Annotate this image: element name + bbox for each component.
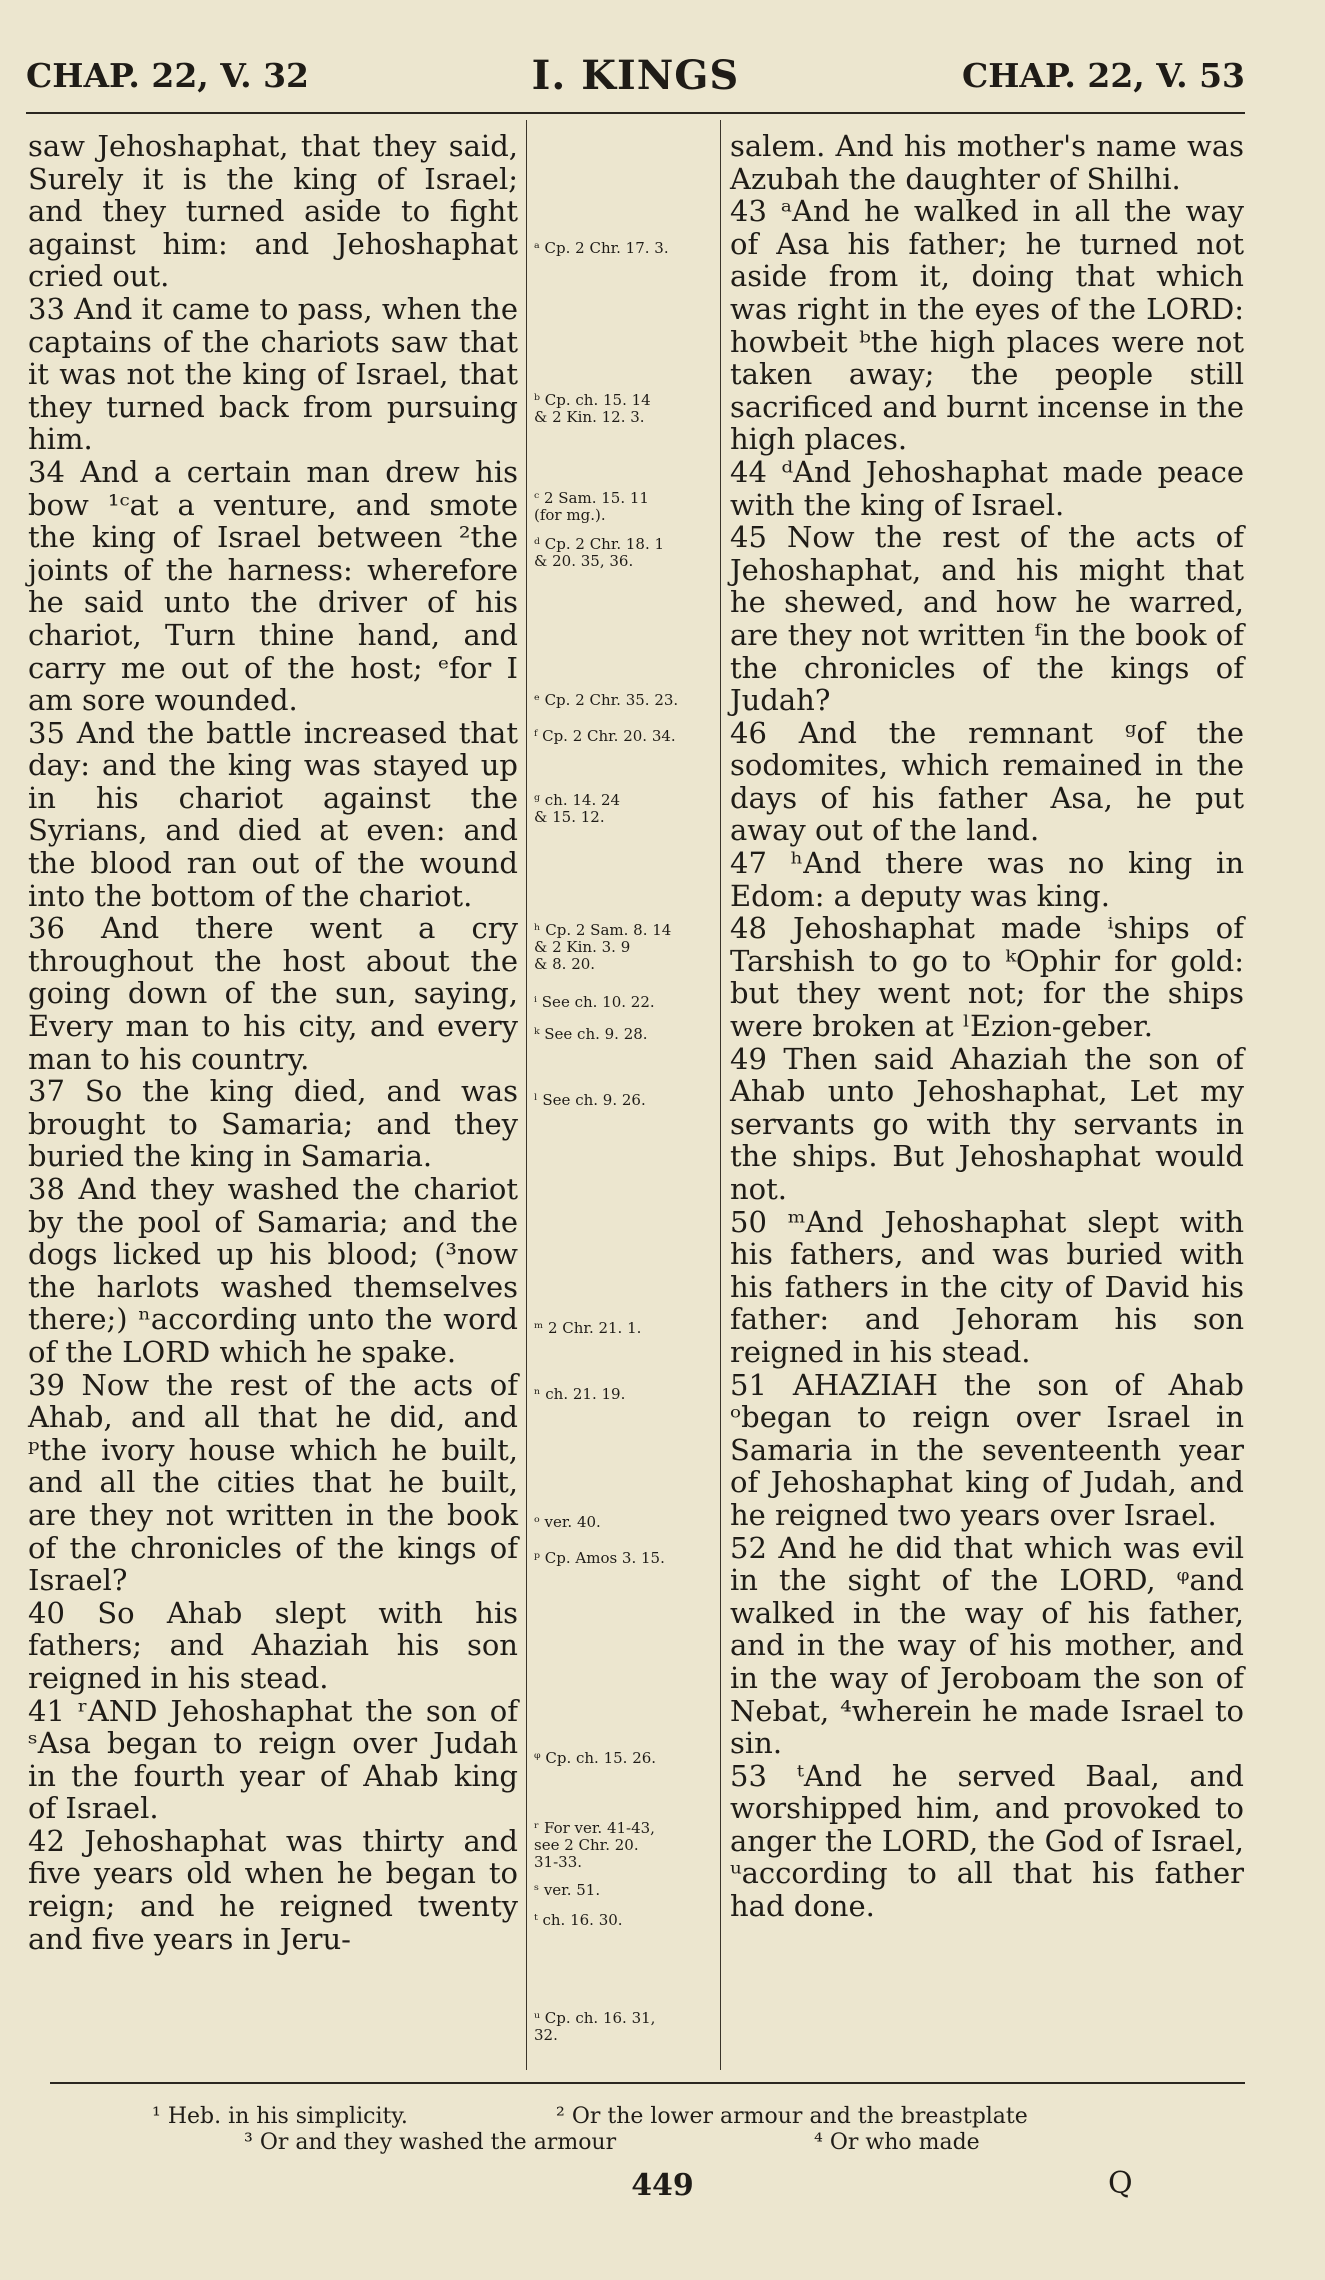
running-header: [26, 52, 1245, 106]
verse-paragraph: 46 And the remnant ᵍof the sodomites, which remained in the days of his father Asa, he put away out of the land.: [730, 715, 1244, 848]
cross-reference: ᵖ Cp. Amos 3. 15.: [534, 1549, 665, 1567]
verse-paragraph: salem. And his mother's name was Azubah the daughter of Shilhi.: [730, 129, 1244, 196]
cross-reference: ˢ ver. 51.: [534, 1881, 601, 1899]
footnote-4: ⁴ Or who made: [814, 2130, 980, 2155]
verse-paragraph: 52 And he did that which was evil in the sight of the LORD, ᵠand walked in the way of his father, and in the way of his mother, and in the way of Jeroboam the son of Nebat, ⁴wherein he made Israel to sin.: [730, 1530, 1244, 1761]
verse-paragraph: 41 ʳAND Jehoshaphat the son of ˢAsa began to reign over Judah in the fourth year of Ahab king of Israel.: [28, 1693, 518, 1826]
cross-reference: ᵈ Cp. 2 Chr. 18. 1 & 20. 35, 36.: [534, 535, 665, 570]
verse-paragraph: 34 And a certain man drew his bow ¹ᶜat a venture, and smote the king of Israel between ²the joints of the harness: wherefore he said unto the driver of his chariot, Turn thine hand, and carry me out of the host; ᵉfor I am sore wounded.: [28, 454, 518, 718]
cross-reference: ᶜ 2 Sam. 15. 11 (for mg.).: [534, 489, 649, 524]
verse-paragraph: 48 Jehoshaphat made ⁱships of Tarshish to go to ᵏOphir for gold: but they went not; for the ships were broken at ˡEzion-geber.: [730, 911, 1244, 1044]
cross-reference: ᵃ Cp. 2 Chr. 17. 3.: [534, 239, 669, 257]
cross-reference: ˡ See ch. 9. 26.: [534, 1091, 646, 1109]
center-reference-column: [530, 130, 716, 2080]
signature-mark: Q: [1108, 2166, 1133, 2201]
verse-paragraph: 50 ᵐAnd Jehoshaphat slept with his fathers, and was buried with his fathers in the city of David his father: and Jehoram his son reigned in his stead.: [730, 1204, 1244, 1369]
cross-reference: ᵗ ch. 16. 30.: [534, 1911, 623, 1929]
right-text-column: [730, 130, 1244, 1923]
header-rule: [26, 112, 1245, 114]
footnote-1: ¹ Heb. in his simplicity.: [152, 2104, 408, 2129]
verse-paragraph: 47 ʰAnd there was no king in Edom: a deputy was king.: [730, 846, 1244, 913]
cross-reference: ᵘ Cp. ch. 16. 31, 32.: [534, 2009, 656, 2044]
footnote-3: ³ Or and they washed the armour: [244, 2130, 617, 2155]
verse-paragraph: 33 And it came to pass, when the captains of the chariots saw that it was not the king of Israel, that they turned back from pursuing him.: [28, 291, 518, 457]
verse-paragraph: 44 ᵈAnd Jehoshaphat made peace with the king of Israel.: [730, 454, 1244, 522]
column-divider-left: [526, 120, 527, 2070]
verse-paragraph: 36 And there went a cry throughout the host about the going down of the sun, saying, Every man to his city, and every man to his country.: [28, 911, 518, 1076]
verse-paragraph: 35 And the battle increased that day: and the king was stayed up in his chariot against the Syrians, and died at even: and the blood ran out of the wound into the bottom of the chariot.: [28, 715, 518, 913]
cross-reference: ᵉ Cp. 2 Chr. 35. 23.: [534, 691, 679, 709]
cross-reference: ᵍ ch. 14. 24 & 15. 12.: [534, 791, 621, 826]
verse-paragraph: 49 Then said Ahaziah the son of Ahab unto Jehoshaphat, Let my servants go with thy servants in the ships. But Jehoshaphat would not.: [730, 1041, 1244, 1206]
cross-reference: ᵠ Cp. ch. 15. 26.: [534, 1749, 657, 1767]
footnote-2: ² Or the lower armour and the breastplate: [556, 2104, 1028, 2129]
column-divider-right: [720, 120, 721, 2070]
header-right-chapter-verse: CHAP. 22, V. 53: [961, 56, 1245, 95]
verse-paragraph: 45 Now the rest of the acts of Jehoshaphat, and his might that he shewed, and how he warred, are they not written ᶠin the book of the chronicles of the kings of Judah?: [730, 520, 1244, 718]
header-left-chapter-verse: CHAP. 22, V. 32: [26, 56, 310, 95]
verse-paragraph: 43 ᵃAnd he walked in all the way of Asa his father; he turned not aside from it, doing that which was right in the eyes of the LORD: howbeit ᵇthe high places were not taken away; the people still sacrificed and burnt incense in the high places.: [730, 194, 1244, 457]
left-text-column: [28, 130, 518, 1955]
cross-reference: ᵒ ver. 40.: [534, 1513, 601, 1531]
cross-reference: ᵏ See ch. 9. 28.: [534, 1025, 648, 1043]
verse-paragraph: 51 AHAZIAH the son of Ahab ᵒbegan to reign over Israel in Samaria in the seventeenth year of Jehoshaphat king of Judah, and he reigned two years over Israel.: [730, 1367, 1244, 1532]
cross-reference: ʳ For ver. 41-43, see 2 Chr. 20. 31-33.: [534, 1819, 655, 1871]
footnote-rule: [50, 2082, 1245, 2084]
verse-paragraph: 39 Now the rest of the acts of Ahab, and all that he did, and ᵖthe ivory house which he built, and all the cities that he built, are they not written in the book of the chronicles of the kings of Israel?: [28, 1367, 518, 1598]
verse-paragraph: 40 So Ahab slept with his fathers; and Ahaziah his son reigned in his stead.: [28, 1595, 518, 1695]
cross-reference: ᵐ 2 Chr. 21. 1.: [534, 1319, 642, 1337]
cross-reference: ᶠ Cp. 2 Chr. 20. 34.: [534, 727, 676, 745]
verse-paragraph: 42 Jehoshaphat was thirty and five years old when he began to reign; and he reigned twenty and five years in Jeru-: [28, 1823, 518, 1956]
verse-paragraph: 37 So the king died, and was brought to Samaria; and they buried the king in Samaria.: [28, 1074, 518, 1174]
verse-paragraph: 53 ᵗAnd he served Baal, and worshipped him, and provoked to anger the LORD, the God of Israel, ᵘaccording to all that his father had done.: [730, 1758, 1244, 1924]
cross-reference: ᵇ Cp. ch. 15. 14 & 2 Kin. 12. 3.: [534, 391, 651, 426]
cross-reference: ⁿ ch. 21. 19.: [534, 1385, 626, 1403]
header-book-title: I. KINGS: [531, 52, 740, 99]
cross-reference: ʰ Cp. 2 Sam. 8. 14 & 2 Kin. 3. 9 & 8. 20.: [534, 921, 672, 973]
cross-reference: ⁱ See ch. 10. 22.: [534, 993, 655, 1011]
page-number: 449: [631, 2168, 694, 2203]
verse-paragraph: 38 And they washed the chariot by the pool of Samaria; and the dogs licked up his blood; (³now the harlots washed themselves there;) ⁿaccording unto the word of the LORD which he spake.: [28, 1172, 518, 1369]
verse-paragraph: saw Jehoshaphat, that they said, Surely it is the king of Israel; and they turned aside to fight against him: and Jehoshaphat cried out.: [28, 129, 518, 294]
